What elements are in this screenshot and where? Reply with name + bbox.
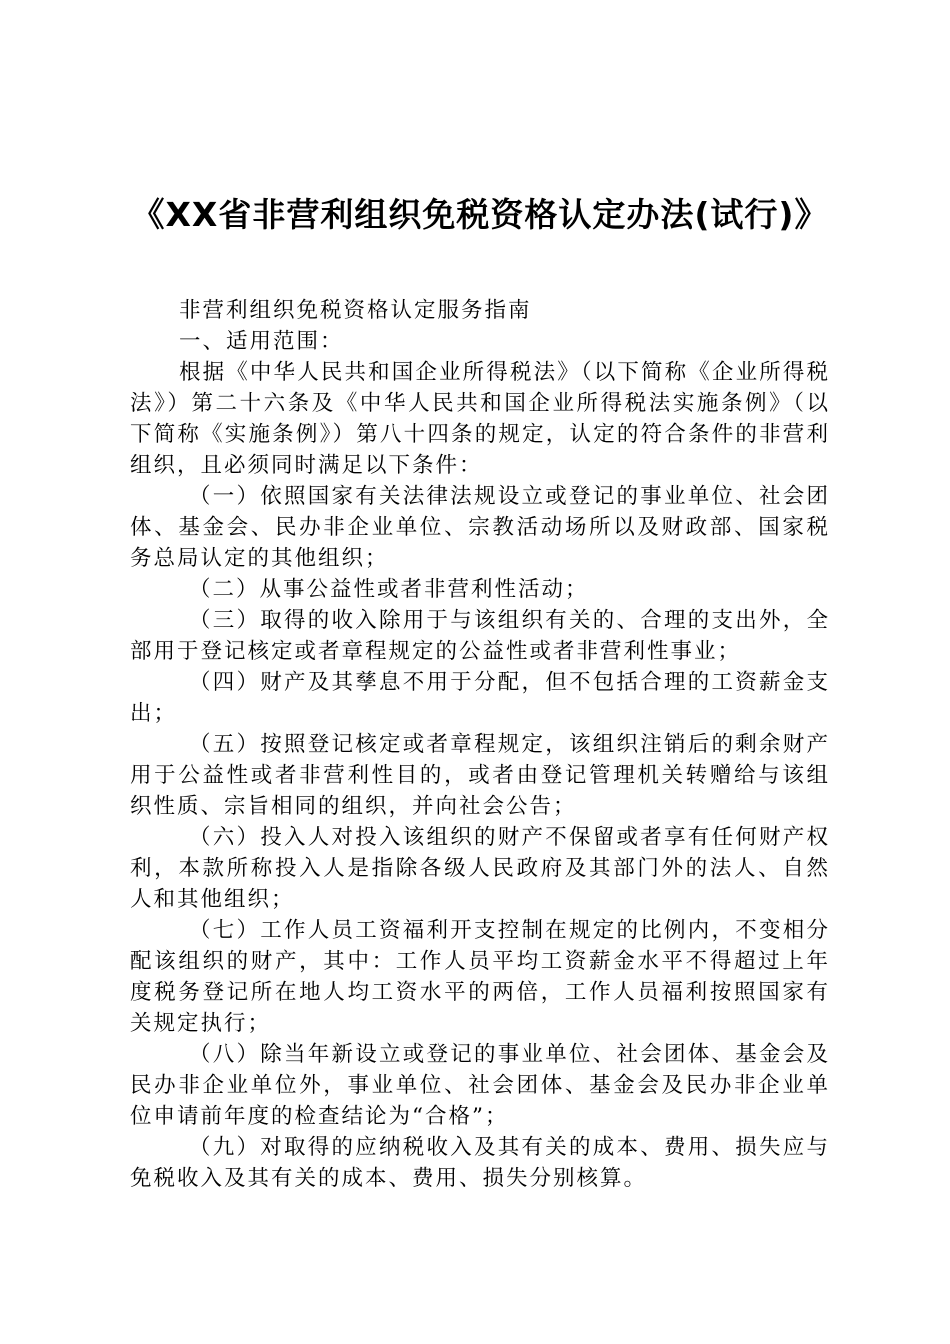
condition-item-9: （九）对取得的应纳税收入及其有关的成本、费用、损失应与免税收入及其有关的成本、费用、损失分别核算。 [130,1135,830,1191]
condition-item-2: （二）从事公益性或者非营利性活动； [189,577,589,602]
condition-item-6: （六）投入人对投入该组织的财产不保留或者享有任何财产权利，本款所称投入人是指除各级人民政府及其部门外的法人、自然人和其他组织； [130,825,830,912]
condition-item-3: （三）取得的收入除用于与该组织有关的、合理的支出外，全部用于登记核定或者章程规定的公益性或者非营利性事业； [130,608,830,664]
document-title: 《XX省非营利组织免税资格认定办法(试行)》 [131,195,829,234]
document-subtitle: 非营利组织免税资格认定服务指南 [179,298,532,323]
condition-item-8: （八）除当年新设立或登记的事业单位、社会团体、基金会及民办非企业单位外，事业单位、社会团体、基金会及民办非企业单位申请前年度的检查结论为“合格”； [130,1042,830,1129]
intro-paragraph: 根据《中华人民共和国企业所得税法》（以下简称《企业所得税法》）第二十六条及《中华人民共和国企业所得税法实施条例》（以下简称《实施条例》）第八十四条的规定，认定的符合条件的非营利组织，且必须同时满足以下条件： [130,360,830,478]
condition-item-5: （五）按照登记核定或者章程规定，该组织注销后的剩余财产用于公益性或者非营利性目的，或者由登记管理机关转赠给与该组织性质、宗旨相同的组织，并向社会公告； [130,732,830,819]
condition-item-4: （四）财产及其孳息不用于分配，但不包括合理的工资薪金支出； [130,670,830,726]
section-heading: 一、适用范围： [179,329,344,354]
document-body [130,295,830,1194]
condition-item-1: （一）依照国家有关法律法规设立或登记的事业单位、社会团体、基金会、民办非企业单位、宗教活动场所以及财政部、国家税务总局认定的其他组织； [130,484,830,571]
condition-item-7: （七）工作人员工资福利开支控制在规定的比例内，不变相分配该组织的财产，其中：工作人员平均工资薪金水平不得超过上年度税务登记所在地人均工资水平的两倍，工作人员福利按照国家有关规定执行； [130,918,830,1036]
